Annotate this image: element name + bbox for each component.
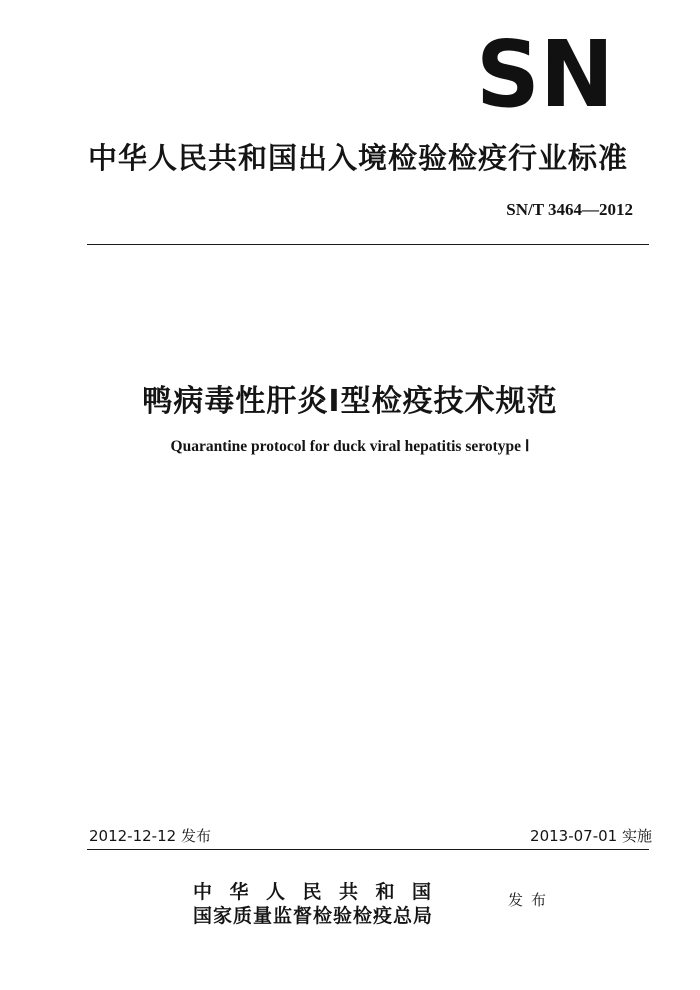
issue-action: 发布 (508, 891, 555, 909)
issuer-agency: 国家质量监督检验检疫总局 (193, 905, 434, 927)
document-title-chinese: 鸭病毒性肝炎Ⅰ型检疫技术规范 (142, 384, 558, 419)
issue-date: 2012-12-12 发布 (89, 827, 211, 845)
sn-logo (476, 36, 616, 112)
organization-title: 中华人民共和国出入境检验检疫行业标准 (88, 141, 629, 175)
document-title-english: Quarantine protocol for duck viral hepatitis serotype Ⅰ (170, 438, 530, 455)
implementation-date: 2013-07-01 实施 (530, 827, 652, 845)
standard-number: SN/T 3464—2012 (506, 200, 633, 219)
logo-text: SN (476, 36, 614, 112)
sn-logo-graphic (476, 36, 616, 112)
top-divider (87, 244, 649, 245)
issuer-country: 中华人民共和国 (193, 881, 449, 903)
bottom-divider (87, 849, 649, 850)
issuing-authority (193, 880, 449, 928)
